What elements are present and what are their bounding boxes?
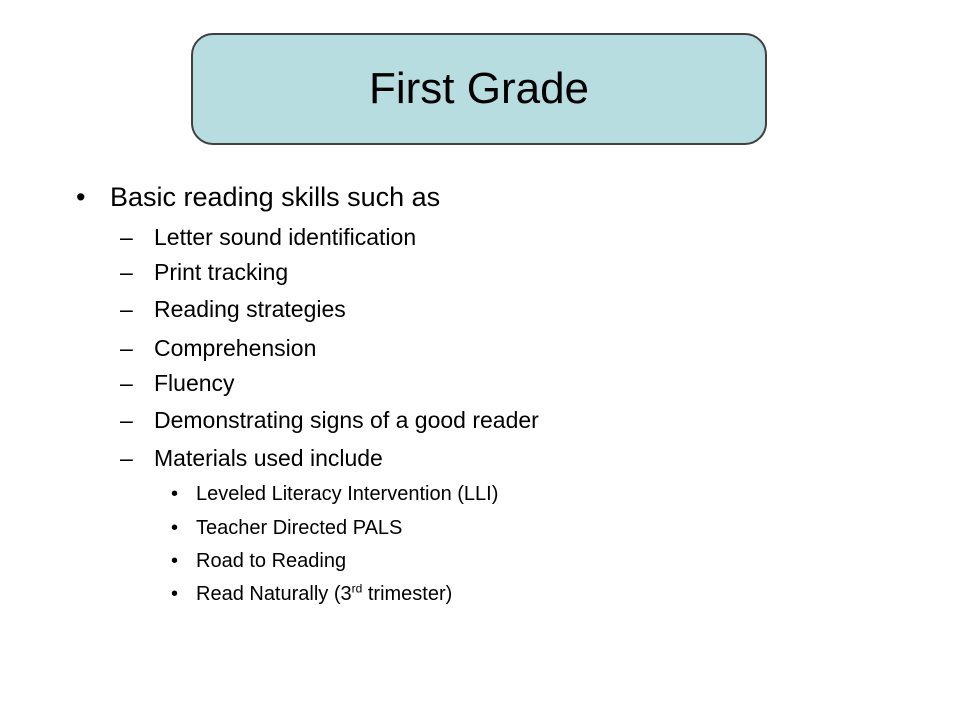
material-item: Leveled Literacy Intervention (LLI): [196, 483, 499, 505]
subitem: Fluency: [154, 370, 235, 396]
subitem: Materials used include: [154, 445, 383, 471]
subitem: Print tracking: [154, 259, 289, 285]
main-bullet-text: Basic reading skills such as: [110, 182, 441, 212]
material-item: Teacher Directed PALS: [196, 517, 403, 539]
subitem: Reading strategies: [154, 296, 346, 322]
bullet-marker: •: [171, 517, 179, 539]
subitem: Letter sound identification: [154, 224, 417, 250]
material-text-prefix: Read Naturally (3: [196, 583, 352, 605]
dash-marker: –: [120, 445, 133, 471]
material-item: Road to Reading: [196, 550, 347, 572]
material-item-read-naturally: [196, 583, 452, 606]
bullet-marker: •: [171, 583, 179, 605]
dash-marker: –: [120, 296, 133, 322]
subitem: Comprehension: [154, 335, 317, 361]
material-text-suffix: trimester): [362, 583, 453, 605]
dash-marker: –: [120, 370, 133, 396]
bullet-marker: •: [171, 550, 179, 572]
bullet-marker: •: [171, 483, 179, 505]
dash-marker: –: [120, 407, 133, 433]
bullet-marker: •: [76, 182, 86, 212]
dash-marker: –: [120, 259, 133, 285]
dash-marker: –: [120, 335, 133, 361]
subitem: Demonstrating signs of a good reader: [154, 407, 539, 433]
dash-marker: –: [120, 224, 133, 250]
ordinal-superscript: rd: [351, 581, 363, 596]
slide-title: First Grade: [368, 64, 590, 113]
